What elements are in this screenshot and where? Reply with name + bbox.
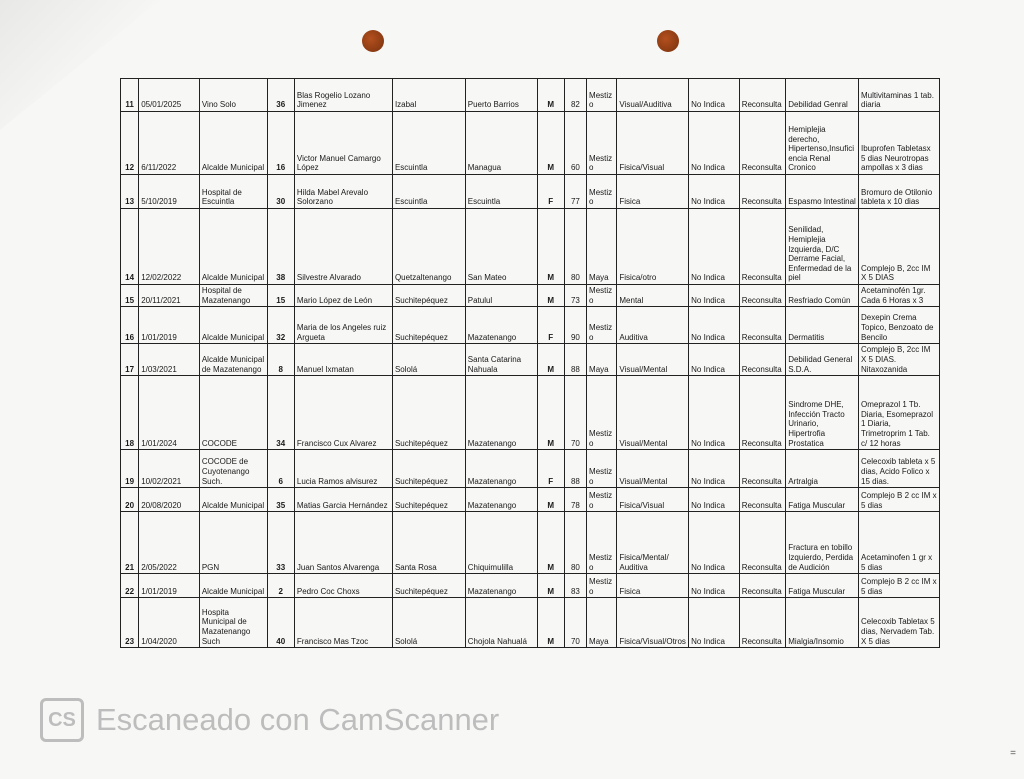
cell-nombre: Blas Rogelio Lozano Jimenez — [294, 79, 392, 112]
cell-fecha: 10/02/2021 — [139, 450, 200, 488]
cell-fecha: 1/01/2019 — [139, 307, 200, 344]
cell-disc: Fisica/Mental/ Auditiva — [617, 512, 689, 574]
cell-depto: Sololá — [392, 598, 465, 648]
cell-etnia: Mestizo — [587, 285, 617, 307]
cell-otro: No Indica — [689, 488, 740, 512]
cell-fecha: 5/10/2019 — [139, 175, 200, 209]
cell-nombre: Lucia Ramos alvisurez — [294, 450, 392, 488]
table-row — [121, 112, 940, 175]
camscanner-logo-icon: CS — [40, 698, 84, 742]
cell-ref: Alcalde Municipal — [199, 209, 267, 285]
table-row — [121, 376, 940, 450]
cell-muni: Mazatenango — [465, 488, 537, 512]
cell-edad: 2 — [267, 574, 294, 598]
cell-n: 16 — [121, 307, 139, 344]
cell-etnia: Mestizo — [587, 79, 617, 112]
cell-diag: Senilidad, Hemiplejia Izquierda, D/C Derrame Facial, Enfermedad de la piel — [786, 209, 859, 285]
table-row — [121, 512, 940, 574]
cell-diag: Resfriado Común — [786, 285, 859, 307]
cell-edad: 30 — [267, 175, 294, 209]
cell-anio: 88 — [564, 450, 586, 488]
cell-nombre: Pedro Coc Choxs — [294, 574, 392, 598]
cell-depto: Escuintla — [392, 112, 465, 175]
cell-depto: Suchitepéquez — [392, 488, 465, 512]
cell-n: 12 — [121, 112, 139, 175]
cell-n: 15 — [121, 285, 139, 307]
cell-muni: Mazatenango — [465, 574, 537, 598]
cell-depto: Izabal — [392, 79, 465, 112]
cell-trat: Complejo B 2 cc IM x 5 dias — [859, 574, 940, 598]
cell-otro: No Indica — [689, 79, 740, 112]
cell-trat: Dexepin Crema Topico, Benzoato de Bencilo — [859, 307, 940, 344]
cell-anio: 80 — [564, 209, 586, 285]
cell-muni: Chojola Nahualá — [465, 598, 537, 648]
cell-trat: Ibuprofen Tabletasx 5 dias Neurotropas ampollas x 3 dias — [859, 112, 940, 175]
cell-diag: Hemiplejia derecho, Hipertenso,Insuficiencia Renal Cronico — [786, 112, 859, 175]
cell-sexo: F — [537, 307, 564, 344]
cell-edad: 35 — [267, 488, 294, 512]
cell-sexo: F — [537, 450, 564, 488]
cell-tipo: Reconsulta — [739, 512, 786, 574]
cell-depto: Sololá — [392, 344, 465, 376]
punch-hole-right — [657, 30, 679, 52]
cell-anio: 88 — [564, 344, 586, 376]
cell-depto: Suchitepéquez — [392, 307, 465, 344]
cell-trat: Complejo B, 2cc IM X 5 DIAS — [859, 209, 940, 285]
scanner-watermark — [40, 697, 499, 743]
cell-disc: Visual/Mental — [617, 376, 689, 450]
cell-diag: Fractura en tobillo Izquierdo, Perdida de Audición — [786, 512, 859, 574]
cell-etnia: Mestizo — [587, 450, 617, 488]
cell-fecha: 20/11/2021 — [139, 285, 200, 307]
cell-edad: 38 — [267, 209, 294, 285]
cell-diag: Fatiga Muscular — [786, 488, 859, 512]
cell-depto: Quetzaltenango — [392, 209, 465, 285]
cell-tipo: Reconsulta — [739, 285, 786, 307]
cell-nombre: Maria de los Angeles ruiz Argueta — [294, 307, 392, 344]
cell-fecha: 1/01/2019 — [139, 574, 200, 598]
cell-otro: No Indica — [689, 175, 740, 209]
cell-n: 17 — [121, 344, 139, 376]
cell-n: 23 — [121, 598, 139, 648]
cell-tipo: Reconsulta — [739, 79, 786, 112]
cell-depto: Escuintla — [392, 175, 465, 209]
cell-ref: COCODE de Cuyotenango Such. — [199, 450, 267, 488]
cell-muni: Puerto Barrios — [465, 79, 537, 112]
cell-muni: Chiquimulilla — [465, 512, 537, 574]
cell-trat: Acetaminofén 1gr. Cada 6 Horas x 3 — [859, 285, 940, 307]
cell-sexo: F — [537, 175, 564, 209]
cell-tipo: Reconsulta — [739, 488, 786, 512]
patient-register-table — [120, 78, 940, 648]
cell-nombre: Victor Manuel Camargo López — [294, 112, 392, 175]
cell-n: 14 — [121, 209, 139, 285]
cell-etnia: Mestizo — [587, 376, 617, 450]
cell-fecha: 12/02/2022 — [139, 209, 200, 285]
cell-tipo: Reconsulta — [739, 112, 786, 175]
table-row — [121, 450, 940, 488]
cell-nombre: Silvestre Alvarado — [294, 209, 392, 285]
table-row — [121, 79, 940, 112]
cell-ref: Hospital de Escuintla — [199, 175, 267, 209]
cell-n: 22 — [121, 574, 139, 598]
punch-hole-left — [362, 30, 384, 52]
cell-tipo: Reconsulta — [739, 574, 786, 598]
cell-diag: Fatiga Muscular — [786, 574, 859, 598]
cell-anio: 90 — [564, 307, 586, 344]
cell-tipo: Reconsulta — [739, 450, 786, 488]
cell-n: 19 — [121, 450, 139, 488]
cell-anio: 78 — [564, 488, 586, 512]
cell-otro: No Indica — [689, 344, 740, 376]
cell-diag: Debilidad Genral — [786, 79, 859, 112]
cell-edad: 36 — [267, 79, 294, 112]
cell-fecha: 05/01/2025 — [139, 79, 200, 112]
cell-anio: 60 — [564, 112, 586, 175]
table-row — [121, 175, 940, 209]
table-row — [121, 344, 940, 376]
cell-disc: Auditiva — [617, 307, 689, 344]
cell-trat: Multivitaminas 1 tab. diaria — [859, 79, 940, 112]
cell-etnia: Mestizo — [587, 175, 617, 209]
cell-otro: No Indica — [689, 376, 740, 450]
cell-sexo: M — [537, 112, 564, 175]
cell-sexo: M — [537, 209, 564, 285]
cell-disc: Visual/Auditiva — [617, 79, 689, 112]
cell-n: 18 — [121, 376, 139, 450]
cell-etnia: Mestizo — [587, 307, 617, 344]
table-row — [121, 598, 940, 648]
cell-otro: No Indica — [689, 450, 740, 488]
cell-otro: No Indica — [689, 285, 740, 307]
cell-disc: Visual/Mental — [617, 344, 689, 376]
cell-fecha: 1/01/2024 — [139, 376, 200, 450]
cell-anio: 70 — [564, 598, 586, 648]
cell-trat: Omeprazol 1 Tb. Diaria, Esomeprazol 1 Diaria, Trimetroprim 1 Tab. c/ 12 horas — [859, 376, 940, 450]
cell-edad: 34 — [267, 376, 294, 450]
cell-depto: Suchitepéquez — [392, 450, 465, 488]
cell-disc: Fisica/otro — [617, 209, 689, 285]
table-row — [121, 209, 940, 285]
cell-diag: Artralgia — [786, 450, 859, 488]
cell-edad: 8 — [267, 344, 294, 376]
cell-ref: Alcalde Municipal — [199, 307, 267, 344]
cell-trat: Celecoxib tableta x 5 dias, Acido Folico x 15 dias. — [859, 450, 940, 488]
cell-otro: No Indica — [689, 512, 740, 574]
cell-edad: 40 — [267, 598, 294, 648]
cell-anio: 82 — [564, 79, 586, 112]
cell-n: 21 — [121, 512, 139, 574]
cell-anio: 77 — [564, 175, 586, 209]
cell-otro: No Indica — [689, 209, 740, 285]
cell-etnia: Mestizo — [587, 488, 617, 512]
cell-trat: Celecoxib Tabletax 5 dias, Nervadem Tab. X 5 dias — [859, 598, 940, 648]
cell-trat: Complejo B 2 cc IM x 5 dias — [859, 488, 940, 512]
cell-tipo: Reconsulta — [739, 209, 786, 285]
cell-otro: No Indica — [689, 574, 740, 598]
cell-ref: Alcalde Municipal — [199, 574, 267, 598]
cell-etnia: Mestizo — [587, 512, 617, 574]
cell-disc: Fisica — [617, 175, 689, 209]
cell-muni: Managua — [465, 112, 537, 175]
cell-edad: 16 — [267, 112, 294, 175]
cell-muni: Patulul — [465, 285, 537, 307]
cell-otro: No Indica — [689, 307, 740, 344]
cell-diag: Espasmo Intestinal — [786, 175, 859, 209]
cell-disc: Fisica/Visual — [617, 488, 689, 512]
cell-trat: Bromuro de Otilonio tableta x 10 dias — [859, 175, 940, 209]
cell-fecha: 2/05/2022 — [139, 512, 200, 574]
cell-disc: Fisica — [617, 574, 689, 598]
cell-diag: Sindrome DHE, Infección Tracto Urinario, Hipertrofia Prostatica — [786, 376, 859, 450]
cell-edad: 6 — [267, 450, 294, 488]
cell-ref: PGN — [199, 512, 267, 574]
cell-depto: Suchitepéquez — [392, 574, 465, 598]
cell-depto: Suchitepéquez — [392, 285, 465, 307]
cell-edad: 15 — [267, 285, 294, 307]
cell-depto: Suchitepéquez — [392, 376, 465, 450]
cell-diag: Mialgia/Insomio — [786, 598, 859, 648]
cell-etnia: Maya — [587, 598, 617, 648]
cell-nombre: Hilda Mabel Arevalo Solorzano — [294, 175, 392, 209]
cell-muni: Mazatenango — [465, 307, 537, 344]
table-row — [121, 307, 940, 344]
table-row — [121, 285, 940, 307]
cell-ref: Alcalde Municipal de Mazatenango — [199, 344, 267, 376]
cell-sexo: M — [537, 574, 564, 598]
cell-sexo: M — [537, 285, 564, 307]
cell-otro: No Indica — [689, 112, 740, 175]
cell-nombre: Francisco Mas Tzoc — [294, 598, 392, 648]
cell-otro: No Indica — [689, 598, 740, 648]
cell-ref: Alcalde Municipal — [199, 488, 267, 512]
cell-etnia: Maya — [587, 209, 617, 285]
cell-etnia: Mestizo — [587, 112, 617, 175]
cell-tipo: Reconsulta — [739, 344, 786, 376]
table-row — [121, 488, 940, 512]
cell-ref: Hospita Municipal de Mazatenango Such — [199, 598, 267, 648]
cell-diag: Dermatitis — [786, 307, 859, 344]
cell-tipo: Reconsulta — [739, 175, 786, 209]
cell-edad: 32 — [267, 307, 294, 344]
cell-anio: 70 — [564, 376, 586, 450]
cell-etnia: Maya — [587, 344, 617, 376]
cell-anio: 83 — [564, 574, 586, 598]
cell-muni: Santa Catarina Nahuala — [465, 344, 537, 376]
cell-muni: Mazatenango — [465, 376, 537, 450]
cell-sexo: M — [537, 598, 564, 648]
table-row — [121, 574, 940, 598]
cell-tipo: Reconsulta — [739, 598, 786, 648]
cell-nombre: Mario López de León — [294, 285, 392, 307]
cell-etnia: Mestizo — [587, 574, 617, 598]
cell-trat: Acetaminofen 1 gr x 5 dias — [859, 512, 940, 574]
cell-n: 13 — [121, 175, 139, 209]
cell-n: 20 — [121, 488, 139, 512]
cell-depto: Santa Rosa — [392, 512, 465, 574]
cell-tipo: Reconsulta — [739, 376, 786, 450]
cell-ref: COCODE — [199, 376, 267, 450]
cell-fecha: 1/03/2021 — [139, 344, 200, 376]
cell-fecha: 6/11/2022 — [139, 112, 200, 175]
cell-disc: Visual/Mental — [617, 450, 689, 488]
cell-disc: Fisica/Visual/Otros — [617, 598, 689, 648]
cell-nombre: Matias Garcia Hernández — [294, 488, 392, 512]
cell-disc: Fisica/Visual — [617, 112, 689, 175]
cell-fecha: 20/08/2020 — [139, 488, 200, 512]
cell-ref: Vino Solo — [199, 79, 267, 112]
cell-ref: Alcalde Municipal — [199, 112, 267, 175]
cell-muni: Mazatenango — [465, 450, 537, 488]
watermark-text: Escaneado con CamScanner — [96, 702, 500, 737]
cell-anio: 80 — [564, 512, 586, 574]
cell-n: 11 — [121, 79, 139, 112]
cell-anio: 73 — [564, 285, 586, 307]
cell-muni: Escuintla — [465, 175, 537, 209]
cell-edad: 33 — [267, 512, 294, 574]
cell-nombre: Francisco Cux Alvarez — [294, 376, 392, 450]
cell-trat: Complejo B, 2cc IM X 5 DIAS. Nitaxozanida — [859, 344, 940, 376]
cell-disc: Mental — [617, 285, 689, 307]
cell-sexo: M — [537, 512, 564, 574]
cell-tipo: Reconsulta — [739, 307, 786, 344]
cell-sexo: M — [537, 488, 564, 512]
cell-muni: San Mateo — [465, 209, 537, 285]
cell-sexo: M — [537, 79, 564, 112]
cell-fecha: 1/04/2020 — [139, 598, 200, 648]
cell-ref: Hospital de Mazatenango — [199, 285, 267, 307]
cell-nombre: Juan Santos Alvarenga — [294, 512, 392, 574]
corner-mark: = — [1010, 748, 1016, 759]
cell-diag: Debilidad General S.D.A. — [786, 344, 859, 376]
cell-nombre: Manuel Ixmatan — [294, 344, 392, 376]
cell-sexo: M — [537, 376, 564, 450]
cell-sexo: M — [537, 344, 564, 376]
